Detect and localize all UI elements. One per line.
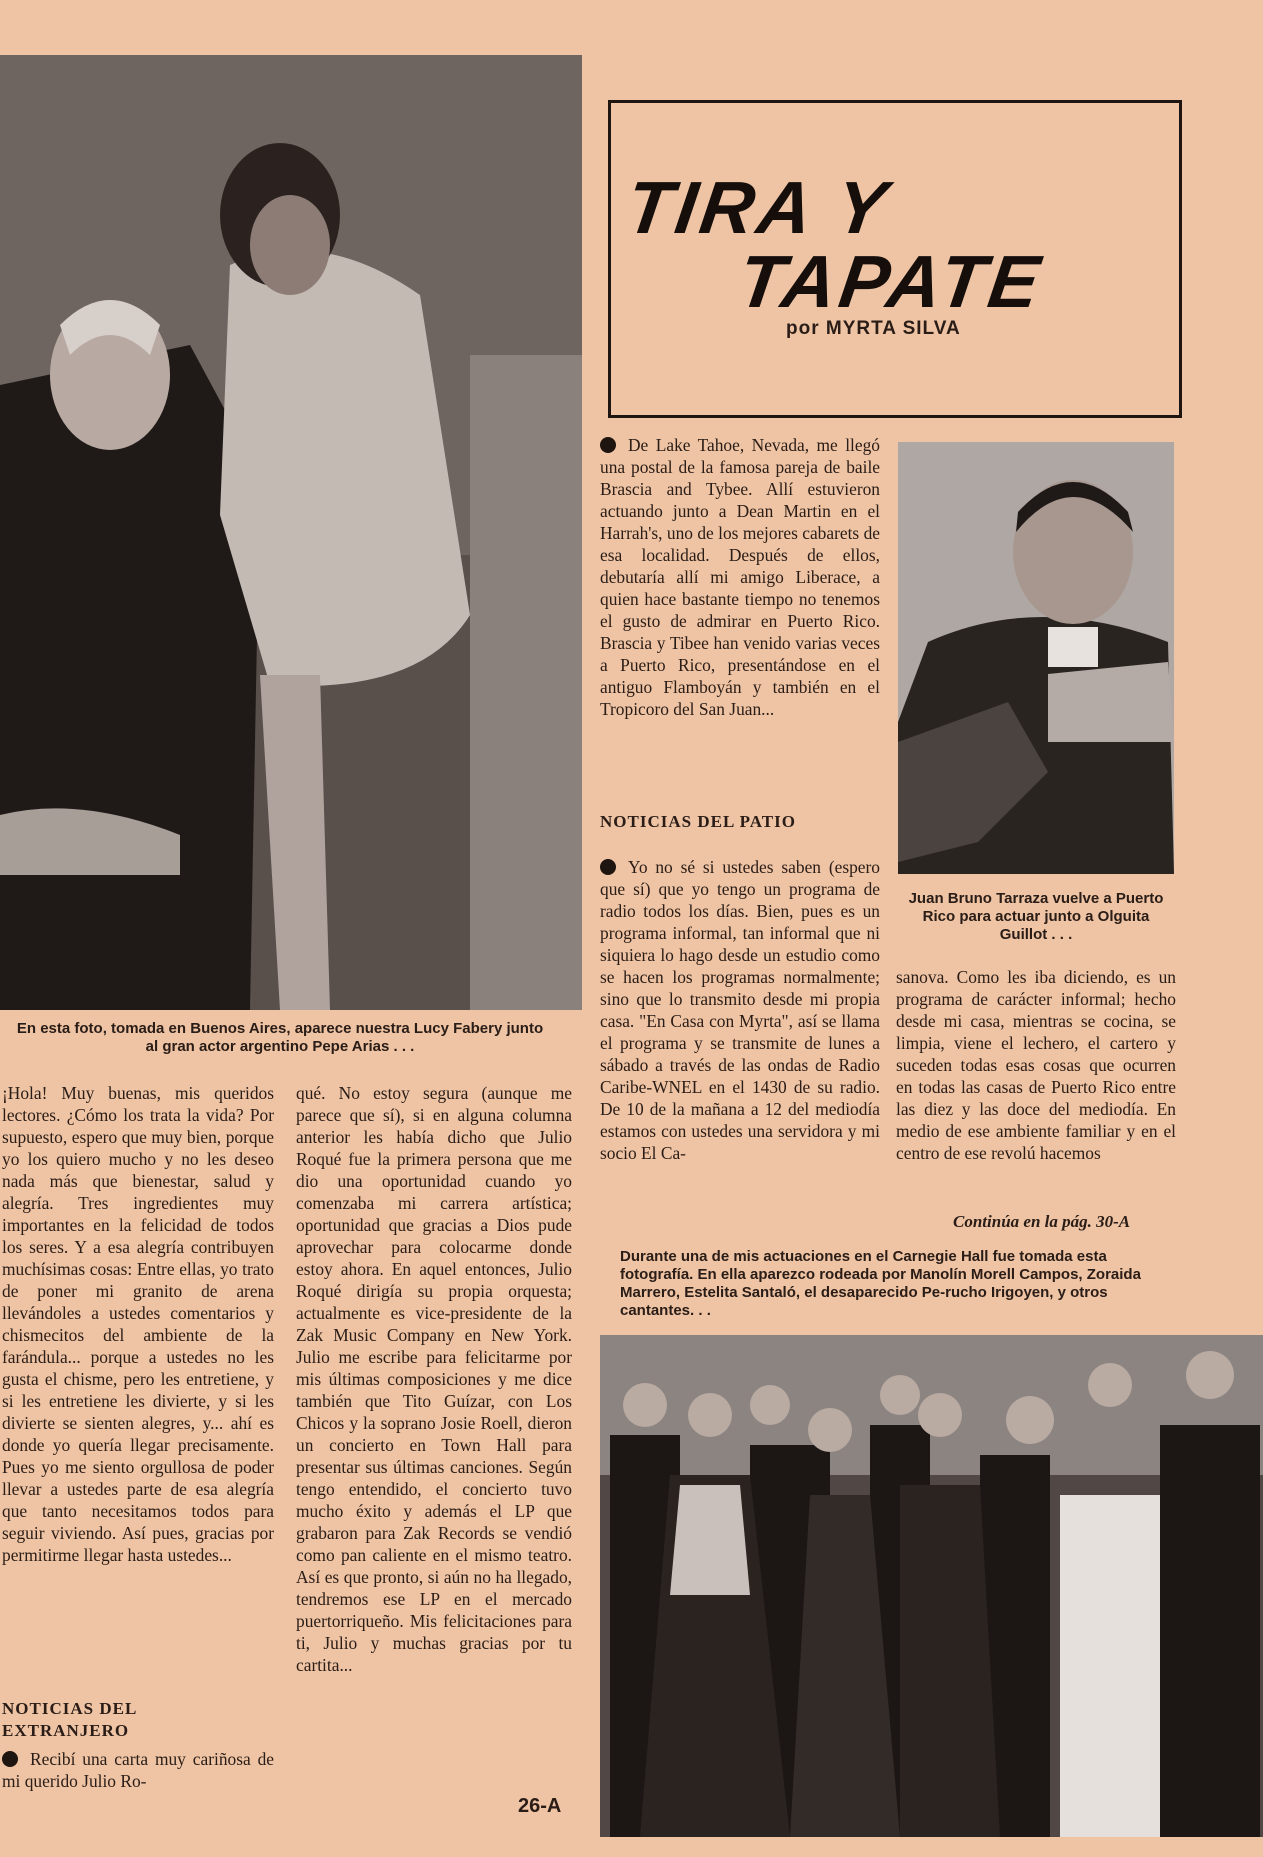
photo-3-caption: Durante una de mis actuaciones en el Carnegie Hall fue tomada esta fotografía. En ella aparezco rodeada por Manolín Morell Campos, Zoraida Marrero, Estelita Santaló, el desaparecido Pe-rucho Irigoyen, y otros cantantes. . . bbox=[620, 1248, 1141, 1319]
bullet-icon bbox=[600, 437, 616, 453]
photo-1-caption: En esta foto, tomada en Buenos Aires, aparece nuestra Lucy Fabery junto al gran actor argentino Pepe Arias . . . bbox=[16, 1020, 544, 1055]
bullet-icon bbox=[600, 859, 616, 875]
subhead-noticias-del-patio: NOTICIAS DEL PATIO bbox=[600, 812, 796, 831]
subhead-noticias-del-extranjero: NOTICIAS DEL EXTRANJERO bbox=[2, 1699, 137, 1740]
article-title-line-2: TAPATE bbox=[733, 240, 1049, 323]
photo-2-caption: Juan Bruno Tarraza vuelve a Puerto Rico para actuar junto a Olguita Guillot . . . bbox=[908, 890, 1164, 943]
photo-3-illustration bbox=[600, 1335, 1263, 1837]
column-4: sanova. Como les iba diciendo, es un programa de carácter informal; hecho desde mi casa, mientras se cocina, se limpia, viene el lechero, el cartero y suceden todas esas cosas que ocurren en todas las casas de Puerto Rico entre las diez y las doce del mediodía. En medio de ese ambiente familiar y en el centro de ese revolú hacemos bbox=[896, 967, 1176, 1163]
column-3-patio-text: Yo no sé si ustedes saben (espero que sí) que yo tengo un programa de radio todos los días. Bien, pues es un programa informal, tan informal que ni siquiera lo hago desde un estudio como se hacen los programas normalmente; sino que lo transmito desde mi propia casa. "En Casa con Myrta", así se llama el programa y se transmite de lunes a sábado a través de las ondas de Radio Caribe-WNEL en el 1430 de su radio. De 10 de la mañana a 12 del mediodía estamos con ustedes una servidora y mi socio El Ca- bbox=[600, 857, 880, 1163]
continued-on-page: Continúa en la pág. 30-A bbox=[953, 1212, 1131, 1231]
page-number: 26-A bbox=[518, 1795, 562, 1817]
column-1-tail-text: Recibí una carta muy cariñosa de mi querido Julio Ro- bbox=[2, 1749, 274, 1791]
photo-1-illustration bbox=[0, 55, 582, 1010]
column-1: ¡Hola! Muy buenas, mis queridos lectores. ¿Cómo los trata la vida? Por supuesto, espero que muy bien, porque yo los quiero mucho y no les deseo nada más que bienestar, salud y alegría. Tres ingredientes muy importantes en la felicidad de todos los seres. Y a esa alegría contribuyen muchísimas cosas: Entre ellas, yo trato de poner mi granito de arena llevándoles a ustedes comentarios y chismecitos del ambiente de la farándula... porque a ustedes no les gusta el chisme, pero les entretiene, y si les entretiene les divierte, y si les divierte se sienten alegres, y... ahí es donde yo quería llegar precisamente. Pues yo me siento orgullosa de poder llevar a ustedes parte de esa alegría que tanto necesitamos todos para seguir viviendo. Así pues, gracias por permitirme llegar hasta ustedes... bbox=[2, 1083, 274, 1565]
article-title-line-1: TIRA Y bbox=[621, 166, 896, 249]
article-byline: por MYRTA SILVA bbox=[786, 318, 961, 339]
bullet-icon bbox=[2, 1751, 18, 1767]
photo-juan-bruno-tarraza bbox=[898, 442, 1174, 874]
photo-2-illustration bbox=[898, 442, 1174, 874]
column-1-tail bbox=[2, 1748, 274, 1792]
article-title-box bbox=[608, 100, 1182, 418]
photo-carnegie-hall-group bbox=[600, 1335, 1263, 1837]
photo-lucy-fabery-pepe-arias bbox=[0, 55, 582, 1010]
column-3-intro bbox=[600, 434, 880, 720]
column-2: qué. No estoy segura (aunque me parece que sí), si en alguna columna anterior les había dicho que Julio Roqué fue la primera persona que me dio una oportunidad cuando yo comenzaba mi carrera artística; oportunidad que gracias a Dios pude aprovechar para colocarme donde estoy ahora. En aquel entonces, Julio Roqué dirigía su propia orquesta; actualmente es vice-presidente de la Zak Music Company en New York. Julio me escribe para felicitarme por mis últimas composiciones y me dice también que Tito Guízar, con Los Chicos y la soprano Josie Roell, dieron un concierto en Town Hall para presentar sus últimas canciones. Según tengo entendido, el concierto tuvo mucho éxito y además el LP que grabaron para Zak Records se vendió como pan caliente en el mismo teatro. Así es que pronto, si aún no ha llegado, tendremos ese LP en el mercado puertorriqueño. Mis felicitaciones para ti, Julio y muchas gracias por tu cartita... bbox=[296, 1083, 572, 1675]
column-3-intro-text: De Lake Tahoe, Nevada, me llegó una postal de la famosa pareja de baile Brascia and Tybee. Allí estuvieron actuando junto a Dean Martin en el Harrah's, uno de los mejores cabarets de esa localidad. Después de ellos, debutaría allí mi amigo Liberace, a quien hace bastante tiempo no tenemos el gusto de admirar en Puerto Rico. Brascia y Tibee han venido varias veces a Puerto Rico, presentándose en el antiguo Flamboyán y también en el Tropicoro del San Juan... bbox=[600, 435, 880, 719]
column-3-patio bbox=[600, 856, 880, 1164]
